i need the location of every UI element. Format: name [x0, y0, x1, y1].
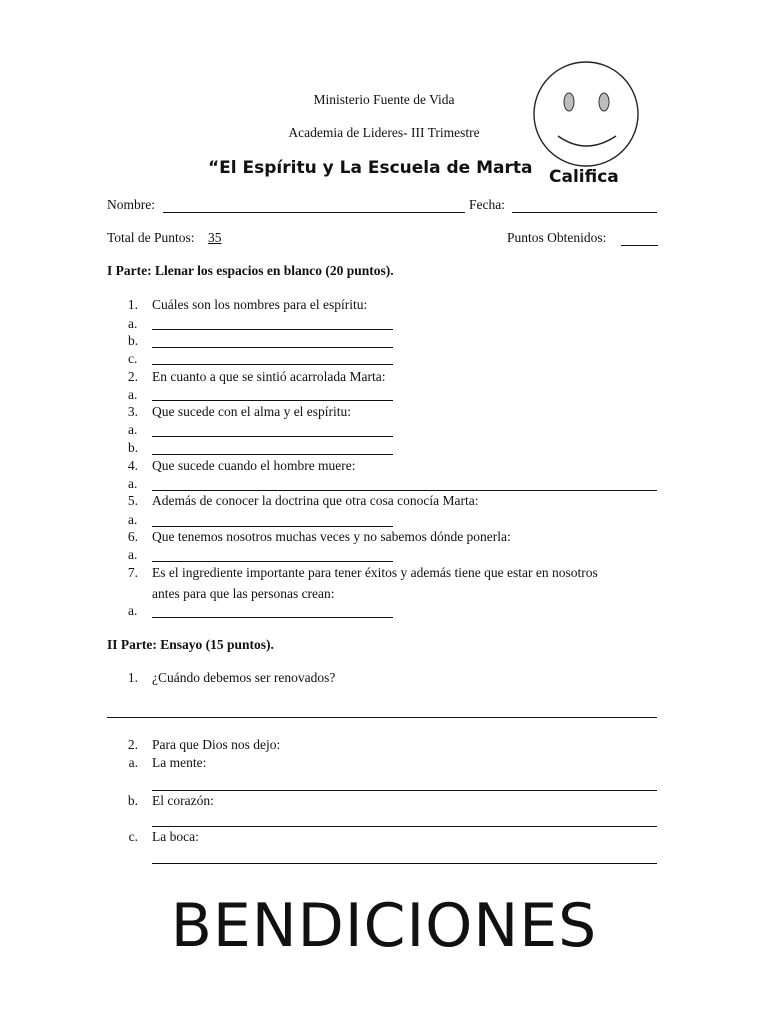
sub-question-letter: a.: [128, 755, 138, 770]
question-text: Cuáles son los nombres para el espíritu:: [152, 297, 368, 312]
sub-question-text: El corazón:: [152, 793, 214, 808]
sub-question-letter: c.: [128, 829, 138, 844]
total-points-value: 35: [208, 230, 222, 245]
obtained-points-field[interactable]: [621, 245, 658, 246]
part1-heading: I Parte: Llenar los espacios en blanco (20 puntos).: [107, 263, 394, 278]
sub-question-text: La mente:: [152, 755, 207, 770]
answer-line[interactable]: [152, 436, 393, 437]
grade-stamp-label: Califica: [549, 167, 619, 187]
answer-letter: a.: [128, 476, 138, 491]
question-text: Es el ingrediente importante para tener éxitos y además tiene que estar en nosotros: [152, 565, 598, 580]
answer-line[interactable]: [152, 364, 393, 365]
question-text: Que tenemos nosotros muchas veces y no sabemos dónde ponerla:: [152, 529, 511, 544]
question-number: 1.: [127, 670, 138, 685]
academy-name: Academia de Lideres- III Trimestre: [288, 125, 480, 140]
question-number: 2.: [127, 737, 138, 752]
sub-question-text: La boca:: [152, 829, 199, 844]
smiley-face-icon: [532, 60, 640, 168]
essay-answer-line[interactable]: [107, 717, 657, 718]
question-number: 4.: [127, 458, 138, 473]
question-number: 6.: [127, 529, 138, 544]
obtained-points-label: Puntos Obtenidos:: [507, 230, 607, 245]
question-number: 7.: [127, 565, 138, 580]
question-text: Para que Dios nos dejo:: [152, 737, 281, 752]
question-text: En cuanto a que se sintió acarrolada Marta:: [152, 369, 386, 384]
answer-line[interactable]: [152, 400, 393, 401]
name-field[interactable]: [163, 212, 465, 213]
question-text-continued: antes para que las personas crean:: [152, 586, 335, 601]
answer-line[interactable]: [152, 617, 393, 618]
sub-question-letter: b.: [127, 793, 138, 808]
essay-answer-line[interactable]: [152, 790, 657, 791]
part2-heading: II Parte: Ensayo (15 puntos).: [107, 637, 274, 652]
answer-line[interactable]: [152, 347, 393, 348]
answer-line[interactable]: [152, 526, 393, 527]
name-label: Nombre:: [107, 197, 155, 212]
answer-letter: b.: [128, 440, 139, 455]
question-number: 5.: [127, 493, 138, 508]
question-number: 2.: [127, 369, 138, 384]
answer-letter: a.: [128, 422, 138, 437]
answer-letter: a.: [128, 603, 138, 618]
question-text: Que sucede con el alma y el espíritu:: [152, 404, 352, 419]
question-text: Que sucede cuando el hombre muere:: [152, 458, 356, 473]
essay-answer-line[interactable]: [152, 826, 657, 827]
org-name: Ministerio Fuente de Vida: [313, 92, 455, 107]
question-text: Además de conocer la doctrina que otra cosa conocía Marta:: [152, 493, 479, 508]
question-number: 1.: [127, 297, 138, 312]
answer-line[interactable]: [152, 561, 393, 562]
page-title: “El Espíritu y La Escuela de Marta: [208, 158, 533, 178]
answer-line[interactable]: [152, 490, 657, 491]
date-field[interactable]: [512, 212, 657, 213]
answer-letter: a.: [128, 547, 138, 562]
essay-answer-line[interactable]: [152, 863, 657, 864]
question-number: 3.: [127, 404, 138, 419]
answer-letter: a.: [128, 387, 138, 402]
question-text: ¿Cuándo debemos ser renovados?: [152, 670, 336, 685]
total-points-label: Total de Puntos:: [107, 230, 195, 245]
answer-letter: b.: [128, 333, 139, 348]
answer-letter: a.: [128, 316, 138, 331]
answer-letter: c.: [128, 351, 138, 366]
date-label: Fecha:: [469, 197, 505, 212]
answer-line[interactable]: [152, 329, 393, 330]
answer-letter: a.: [128, 512, 138, 527]
answer-line[interactable]: [152, 454, 393, 455]
footer-blessing: BENDICIONES: [170, 891, 598, 961]
